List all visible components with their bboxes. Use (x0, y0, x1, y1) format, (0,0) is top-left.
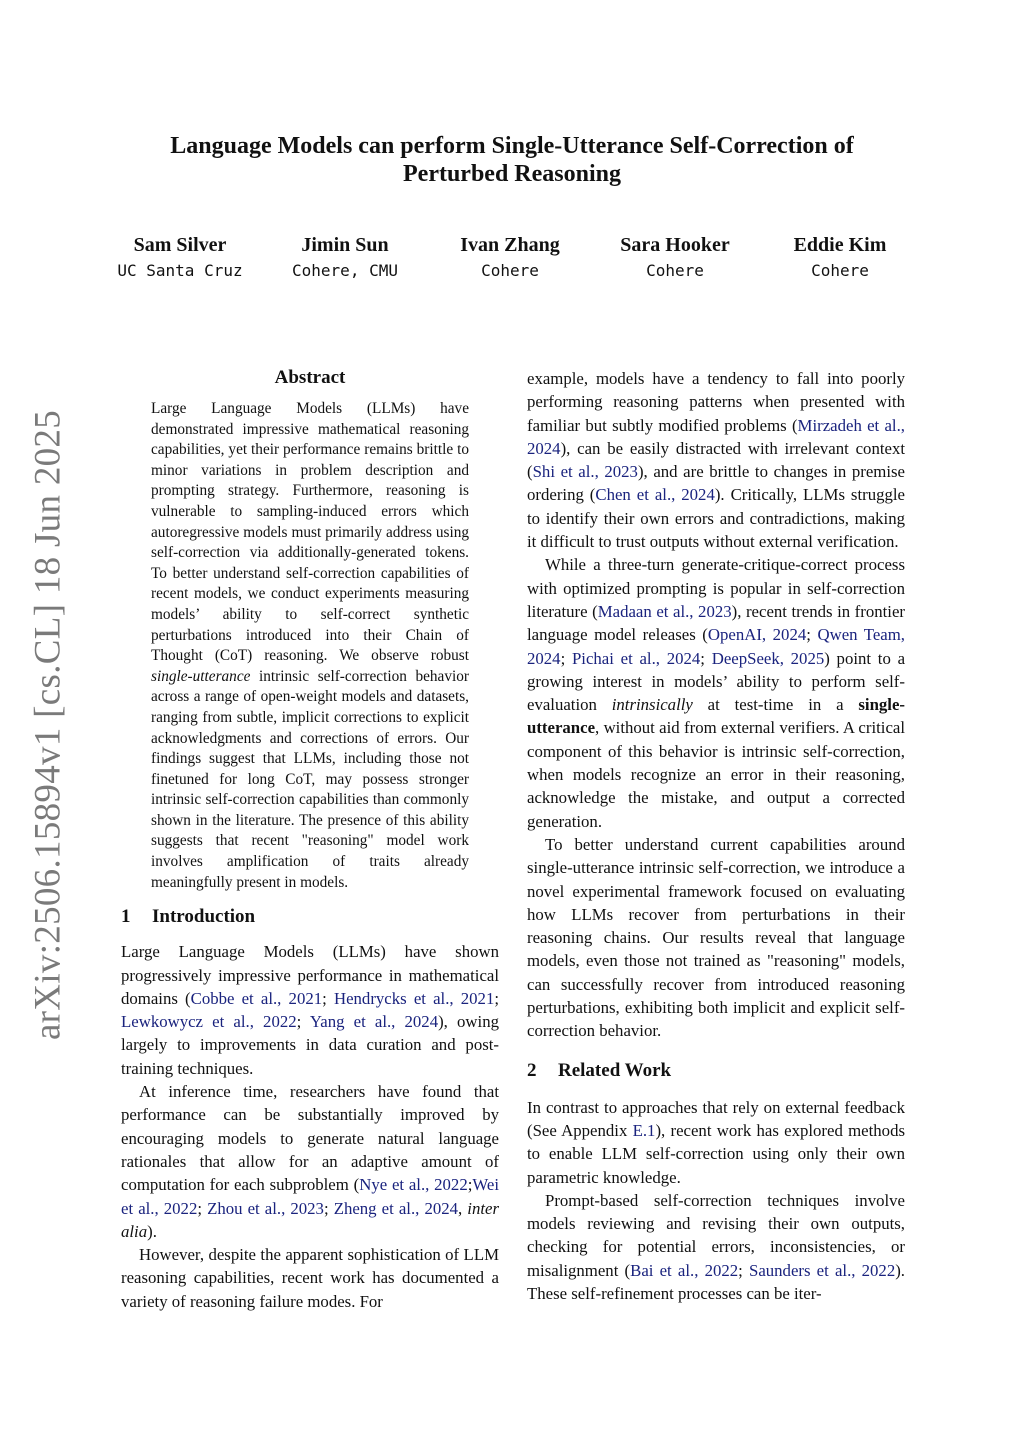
text-run: ), owing largely to improvements in data curation and post-training techniques. (121, 1012, 499, 1078)
text-run: ) point to a growing interest in models’ ability to perform self-evaluation (527, 648, 906, 715)
text-run: ; (560, 648, 572, 668)
citation-link[interactable]: Pichai et al., 2024 (571, 648, 701, 668)
abstract-emphasis: single-utterance (151, 667, 251, 685)
text-run: While a three-turn generate-critique-correct process with optimized prompting is popular in self-correction literature ( (527, 555, 905, 621)
citation-link[interactable]: Lewkowycz et al., 2022 (121, 1012, 297, 1032)
intro-paragraph-2 (121, 1080, 499, 1243)
section-title: Related Work (558, 1059, 672, 1081)
text-run: Large Language Models (LLMs) have shown progressively impressive performance in mathematical domains ( (121, 942, 499, 1008)
author-affiliation: Cohere (481, 261, 539, 280)
author-affiliation: UC Santa Cruz (117, 261, 243, 280)
title-line-1: Language Models can perform Single-Utterance Self-Correction of (170, 133, 854, 159)
text-run: ; (197, 1198, 208, 1218)
author-affiliation: Cohere (646, 261, 704, 280)
citation-link[interactable]: Hendrycks et al., 2021 (333, 988, 495, 1008)
text-run: ), can be easily distracted with irrelevant context ( (527, 438, 905, 482)
paper-title (120, 132, 904, 188)
citation-link[interactable]: Zheng et al., 2024 (333, 1198, 459, 1218)
citation-link[interactable]: Qwen Team, 2024 (527, 625, 905, 668)
text-run: ; (738, 1260, 749, 1280)
citation-link[interactable]: OpenAI, 2024 (707, 625, 807, 645)
text-run: , (458, 1198, 468, 1218)
author-affiliation: Cohere (811, 261, 869, 280)
author-name: Sara Hooker (620, 234, 730, 256)
emphasis-text: intrinsically (611, 695, 693, 715)
section-heading-introduction (121, 906, 499, 928)
text-run: ; (467, 1175, 473, 1195)
abstract-text: intrinsic self-correction behavior across a range of open-weight models and datasets, ranging from subtle, implicit corrections to explicit acknowledgments and corrections of errors. Our findings suggest that LLMs, including those not finetuned for long CoT, may possess stronger intrinsic self-correction capabilities than commonly shown in the literature. The presence of this ability suggests that recent "reasoning" model work involves amplification of traits already meaningfully present in models. (151, 667, 469, 891)
citation-link[interactable]: DeepSeek, 2025 (711, 648, 825, 668)
author-block (595, 233, 755, 283)
text-run: ; (296, 1012, 310, 1032)
text-run: at test-time in a (692, 695, 859, 715)
section-heading-related-work (527, 1060, 905, 1082)
bold-text: single-utterance (527, 695, 905, 738)
text-run: Prompt-based self-correction techniques involve models reviewing and revising their own outputs, checking for potential errors, inconsistencies, or misalignment ( (527, 1190, 905, 1280)
author-name: Eddie Kim (793, 234, 887, 256)
author-block (265, 233, 425, 283)
text-run: ; (494, 988, 500, 1008)
abstract-text: Large Language Models (LLMs) have demonstrated impressive mathematical reasoning capabilities, yet their performance remains brittle to minor variations in problem description and prompting strategy. Furthermore, reasoning is vulnerable to sampling-induced errors which autoregressive models must primarily address using self-correction via additionally-generated tokens. To better understand self-correction capabilities of recent models, we conduct experiments measuring models’ ability to self-correct synthetic perturbations introduced into their Chain of Thought (CoT) reasoning. We observe robust (151, 400, 469, 665)
author-affiliation: Cohere, CMU (292, 261, 398, 280)
text-run: ), recent trends in frontier language model releases ( (527, 601, 906, 645)
citation-link[interactable]: Yang et al., 2024 (309, 1012, 439, 1032)
abstract-body (151, 399, 469, 893)
text-run: ; (323, 1198, 334, 1218)
appendix-link[interactable]: E.1 (632, 1120, 656, 1140)
author-name: Ivan Zhang (460, 234, 560, 256)
related-paragraph-2 (527, 1189, 905, 1305)
citation-link[interactable]: Shi et al., 2023 (532, 462, 638, 482)
left-column (121, 367, 499, 1313)
emphasis-text: inter alia (121, 1198, 499, 1241)
citation-link[interactable]: Wei et al., 2022 (121, 1175, 499, 1218)
author-block (760, 233, 920, 283)
author-block (430, 233, 590, 283)
right-column (527, 367, 905, 1305)
citation-link[interactable]: Zhou et al., 2023 (207, 1198, 324, 1218)
citation-link[interactable]: Saunders et al., 2022 (748, 1260, 896, 1280)
text-run: ). Critically, LLMs struggle to identify their own errors and contradictions, making it difficult to trust outputs without external verification. (527, 485, 905, 552)
related-paragraph-1 (527, 1096, 905, 1189)
section-number: 2 (527, 1059, 537, 1081)
text-run: In contrast to approaches that rely on external feedback (See Appendix (527, 1097, 905, 1140)
author-list (100, 233, 920, 283)
intro-paragraph-5 (527, 553, 905, 833)
text-run: ). These self-refinement processes can be iter- (527, 1260, 906, 1303)
citation-link[interactable]: Bai et al., 2022 (630, 1260, 739, 1280)
text-run: ; (322, 988, 334, 1008)
intro-paragraph-3: However, despite the apparent sophistication of LLM reasoning capabilities, recent work has documented a variety of reasoning failure modes. For (121, 1245, 499, 1311)
title-line-2: Perturbed Reasoning (403, 161, 621, 187)
text-run: At inference time, researchers have found that performance can be substantially improved by encouraging models to generate natural language rationales that allow for an adaptive amount of computation for each subproblem ( (121, 1082, 499, 1195)
section-number: 1 (121, 906, 131, 928)
text-run: ; (700, 648, 712, 668)
intro-paragraph-4 (527, 367, 905, 553)
text-run: , without aid from external verifiers. A critical component of this behavior is intrinsic self-correction, when models recognize an error in their reasoning, acknowledge the mistake, and output a corrected generation. (527, 718, 905, 831)
author-name: Jimin Sun (301, 234, 389, 256)
citation-link[interactable]: Cobbe et al., 2021 (190, 988, 323, 1008)
arxiv-sidebar (20, 409, 76, 1041)
section-title: Introduction (152, 906, 256, 928)
text-run: ; (806, 625, 818, 645)
abstract-heading: Abstract (274, 367, 346, 388)
intro-paragraph-1 (121, 940, 499, 1080)
citation-link[interactable]: Madaan et al., 2023 (597, 601, 732, 621)
citation-link[interactable]: Nye et al., 2022 (359, 1175, 468, 1195)
arxiv-identifier: arXiv:2506.15894v1 [cs.CL] 18 Jun 2025 (27, 409, 69, 1041)
text-run: ), recent work has explored methods to enable LLM self-correction using only their own parametric knowledge. (527, 1120, 905, 1187)
intro-paragraph-6: To better understand current capabilities around single-utterance intrinsic self-correction, we introduce a novel experimental framework focused on evaluating how LLMs recover from perturbations in their reasoning chains. Our results reveal that language models, even those not trained as "reasoning" models, can successfully recover from introduced reasoning perturbations, exhibiting both implicit and explicit self-correction behavior. (527, 834, 905, 1041)
author-block (100, 233, 260, 283)
citation-link[interactable]: Mirzadeh et al., 2024 (527, 415, 905, 458)
citation-link[interactable]: Chen et al., 2024 (595, 485, 715, 505)
author-name: Sam Silver (133, 234, 227, 256)
text-run: example, models have a tendency to fall into poorly performing reasoning patterns when presented with familiar but subtly modified problems ( (527, 369, 905, 435)
text-run: ). (147, 1221, 157, 1241)
text-run: ), and are brittle to changes in premise ordering ( (527, 462, 905, 505)
